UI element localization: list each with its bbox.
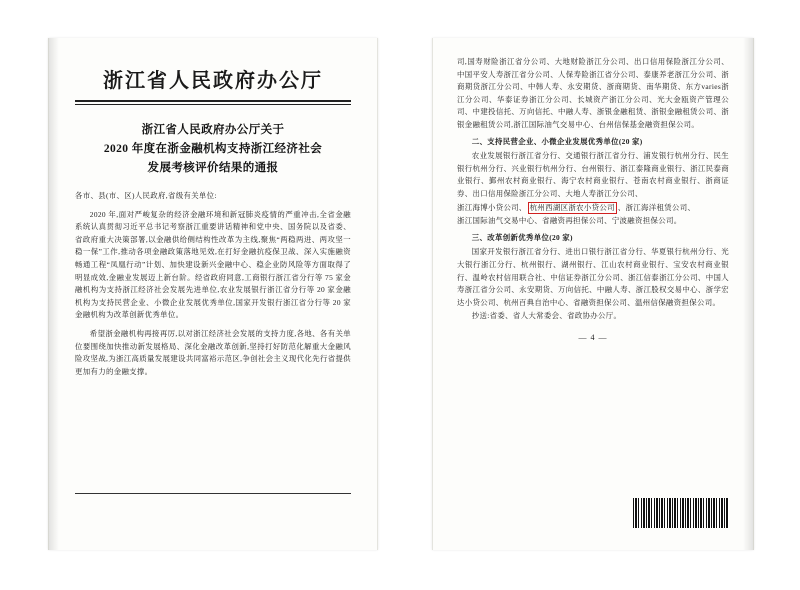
document-title-line-2: 2020 年度在浙金融机构支持浙江经济社会 bbox=[103, 143, 323, 155]
page-number: — 4 — bbox=[578, 332, 608, 342]
right-page-body bbox=[457, 56, 729, 323]
left-page-body bbox=[75, 190, 351, 378]
masthead-rule-thin bbox=[75, 104, 351, 105]
footer-rule bbox=[75, 493, 351, 494]
section-3-heading: 三、改革创新优秀单位(20 家) bbox=[471, 232, 573, 242]
page-edge-shadow bbox=[743, 38, 753, 550]
continuation-paragraph: 司,国寿财险浙江省分公司、大地财险浙江分公司、出口信用保险浙江分公司、中国平安人寿浙江省分公司、人保寿险浙江省分公司、泰康养老浙江分公司、浙商期货浙江分公司、中韩人寿、永安期货、浙商期货、南华期货、东方varies浙江分公司、华泰证券浙江分公司、长城资产浙江分公司、光大金瓯资产管理公司、中建投信托、万向信托、中融人寿、浙银金融租赁、浙银金融租赁公司、浙银金融租赁公司,浙江国际油气交易中心、台州信保基金融资担保公司。 bbox=[457, 57, 729, 129]
section-2-highlight-line bbox=[457, 202, 729, 215]
document-title-line-1: 浙江省人民政府办公厅关于 bbox=[141, 124, 285, 136]
section-2-heading: 二、支持民营企业、小微企业发展优秀单位(20 家) bbox=[471, 136, 643, 146]
masthead-rule-thick bbox=[75, 100, 351, 102]
body-paragraph-2: 希望浙金融机构再接再厉,以对浙江经济社会发展的支持力度,各地、各有关单位要围绕加快推动新发展格局、深化金融改革创新,坚持打好防范化解重大金融风险攻坚战,为浙江高质量发展建设共同富裕示范区,争创社会主义现代化先行省提供更加有力的金融支撑。 bbox=[75, 328, 351, 376]
document-page-left bbox=[48, 38, 378, 550]
salutation: 各市、县(市、区)人民政府,省级有关单位: bbox=[75, 191, 217, 200]
document-title bbox=[79, 121, 347, 178]
document-title-line-3: 发展考核评价结果的通报 bbox=[147, 162, 279, 174]
barcode-image bbox=[633, 498, 729, 528]
highlight-line-suffix: 、浙江海洋租赁公司、 bbox=[617, 202, 696, 212]
document-page-right bbox=[432, 38, 754, 550]
section-2-body-b: 浙江国际油气交易中心、省融资再担保公司、宁波融资担保公司。 bbox=[457, 216, 682, 226]
body-paragraph-1: 2020 年,面对严峻复杂的经济金融环境和新冠肺炎疫情的严重冲击,全省金融系统认真贯彻习近平总书记考察浙江重要讲话精神和党中央、国务院以及省委、省政府重大决策部署,以金融供给侧结构性改革为主线,聚焦“两稳两进、两攻坚一稳一保”工作,推动各项金融政策落地见效,在打好金融抗疫保卫战、深入实施融资畅通工程“凤凰行动”计划、加快建设新兴金融中心、稳企业防风险等方面取得了明显成效,金融业发展迈上新台阶。经省政府同意,工商银行浙江省分行等 75 家金融机构为支持浙江经济社会发展先进单位,农业发展银行浙江省分行等 20 家金融机构为支持民营企业、小微企业发展优秀单位,国家开发银行浙江省分行等 20 家金融机构为改革创新优秀单位。 bbox=[75, 209, 351, 320]
highlighted-entity[interactable]: 杭州西湖区浙农小贷公司 bbox=[529, 202, 615, 212]
masthead-title: 浙江省人民政府办公厅 bbox=[103, 70, 323, 92]
distribution-note: 抄送:省委、省人大常委会、省政协办公厅。 bbox=[471, 311, 622, 321]
section-3-body: 国家开发银行浙江省分行、进出口银行浙江省分行、华夏银行杭州分行、光大银行浙江分行、杭州银行、湖州银行、江山农村商业银行、宝安农村商业银行、温岭农村信用联合社、中信证券浙江分公司、浙江信泰浙江分公司、中国人寿浙江省分公司、永安期货、万向信托、中融人寿、浙江股权交易中心、浙学宏达小贷公司、杭州百典自治中心、省融资担保公司、温州信保融资担保公司。 bbox=[457, 247, 729, 307]
highlight-line-prefix: 浙江海博小贷公司、 bbox=[457, 202, 527, 212]
page-edge-shadow bbox=[49, 38, 59, 550]
section-2-body-a: 农业发展银行浙江省分行、交通银行浙江省分行、浦发银行杭州分行、民生银行杭州分行、兴业银行杭州分行、台州银行、浙江泰隆商业银行、浙江民泰商业银行、鄞州农村商业银行、海宁农村商业银行、苍南农村商业银行、浙商证券、出口信用保险浙江分公司、大地人寿浙江分公司、 bbox=[457, 151, 729, 198]
